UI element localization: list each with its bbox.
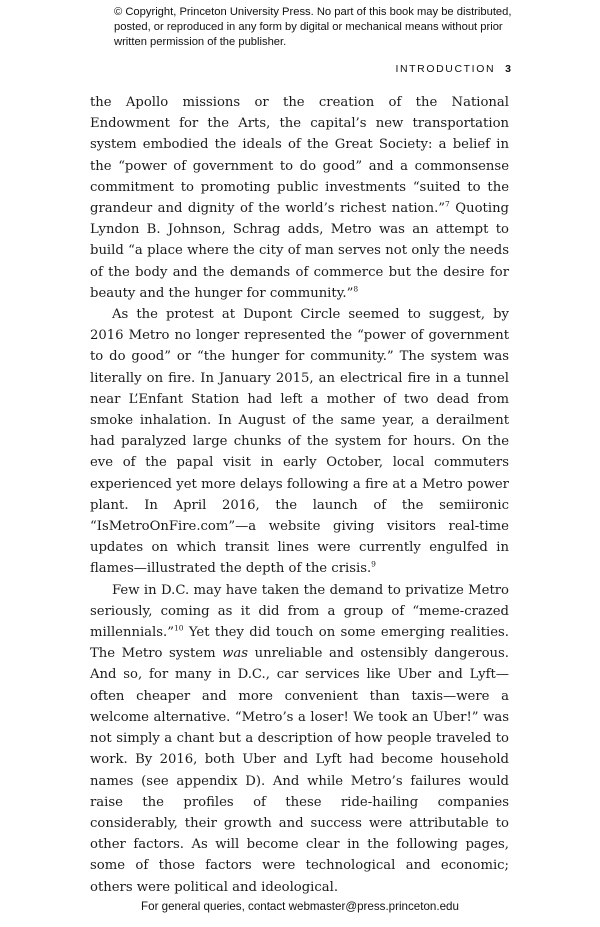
paragraph-text: Few in D.C. may have taken the demand to privatize Metro seriously, coming as it did from a group of “meme-crazed millennials.” bbox=[90, 582, 509, 641]
page-number: 3 bbox=[505, 63, 511, 75]
paragraph-text: unreliable and ostensibly dangerous. And so, for many in D.C., car services like Uber and Lyft—often cheaper and more convenient than taxis—were a welcome alternative. “Metro’s a loser! We took an Uber!” was not simply a chant but a description of how people traveled to work. By 2016, both Uber and Lyft had become household names (see appendix D). And while Metro’s failures would raise the profiles of these ride-hailing companies considerably, their growth and success were attributable to other factors. As will become clear in the following pages, some of those factors were technological and economic; others were political and ideological. bbox=[90, 646, 509, 895]
footnote-ref-9: 9 bbox=[371, 560, 376, 570]
footnote-ref-7: 7 bbox=[445, 199, 450, 209]
paragraph-text: Yet they did touch on some emerging realities. The Metro system bbox=[90, 625, 509, 662]
paragraph-3 bbox=[90, 580, 509, 898]
section-title: INTRODUCTION bbox=[395, 63, 496, 75]
footnote-ref-10: 10 bbox=[173, 623, 184, 633]
paragraph-text: the Apollo missions or the creation of the National Endowment for the Arts, the capital’s new transportation system embodied the ideals of the Great Society: a belief in the “power of government to do good” and a commonsense commitment to promoting public investments “suited to the grandeur and dignity of the world’s richest nation.” bbox=[90, 95, 509, 217]
footer-contact: For general queries, contact webmaster@press.princeton.edu bbox=[141, 900, 459, 913]
copyright-notice: © Copyright, Princeton University Press. No part of this book may be distributed, posted, or reproduced in any form by digital or mechanical means without prior written permission of the publisher. bbox=[114, 6, 512, 48]
paragraph-text: Quoting Lyndon B. Johnson, Schrag adds, Metro was an attempt to build “a place where the city of man serves not only the needs of the body and the demands of commerce but the desire for beauty and the hunger for community.” bbox=[90, 201, 509, 301]
footnote-ref-8: 8 bbox=[353, 284, 359, 294]
paragraph-text: As the protest at Dupont Circle seemed to suggest, by 2016 Metro no longer represented the “power of government to do good” or “the hunger for community.” The system was literally on fire. In January 2015, an electrical fire in a tunnel near L’Enfant Station had left a mother of two dead from smoke inhalation. In August of the same year, a derailment had paralyzed large chunks of the system for hours. On the eve of the papal visit in early October, local commuters experienced yet more delays following a fire at a Metro power plant. In April 2016, the launch of the semiironic “IsMetroOnFire.com”—a website giving visitors real-time updates on which transit lines were currently engulfed in flames—illustrated the depth of the crisis. bbox=[90, 307, 509, 577]
emphasized-word: was bbox=[222, 646, 249, 662]
paragraph-1 bbox=[90, 92, 509, 304]
paragraph-2 bbox=[90, 304, 509, 580]
body-text bbox=[90, 92, 509, 898]
running-head bbox=[395, 63, 511, 75]
